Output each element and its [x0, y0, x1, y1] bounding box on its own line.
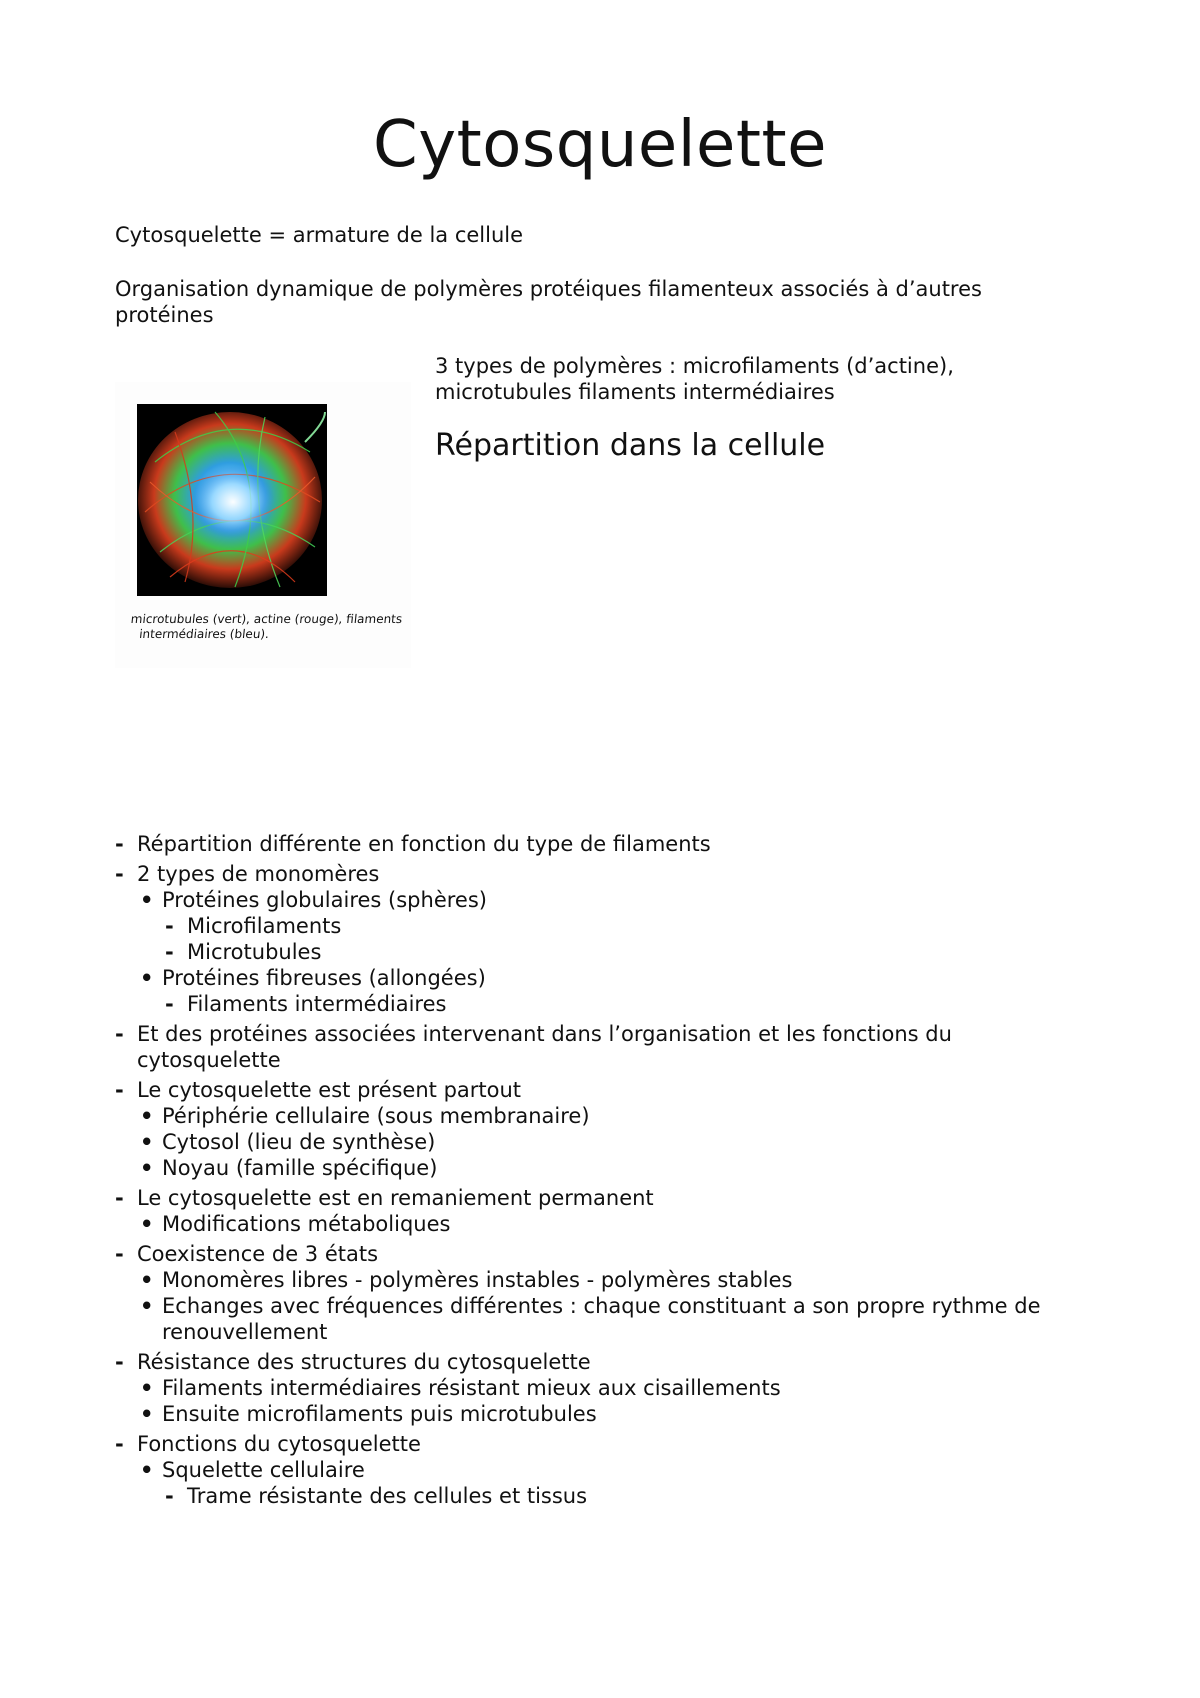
list-item-text: Périphérie cellulaire (sous membranaire)	[162, 1104, 590, 1128]
bullet-marker: •	[140, 1212, 154, 1236]
list-item-text: Filaments intermédiaires	[187, 992, 447, 1016]
dash-marker: -	[115, 1350, 124, 1374]
fluorescence-micrograph-image	[115, 382, 411, 607]
list-item-text: Et des protéines associées intervenant dans l’organisation et les fonctions du cytosquelette	[137, 1022, 952, 1072]
list-item	[115, 1241, 1075, 1267]
list-item-text: Monomères libres - polymères instables - polymères stables	[162, 1268, 793, 1292]
list-item	[115, 939, 1075, 965]
bullet-marker: •	[140, 1376, 154, 1400]
list-item-text: Résistance des structures du cytosquelette	[137, 1350, 591, 1374]
list-item-text: Microtubules	[187, 940, 322, 964]
bullet-marker: •	[140, 1130, 154, 1154]
list-item	[115, 1349, 1075, 1375]
list-item-text: 2 types de monomères	[137, 862, 380, 886]
cytoskeleton-micrograph-figure	[115, 382, 411, 668]
list-item-text: Le cytosquelette est présent partout	[137, 1078, 522, 1102]
list-item-text: Protéines fibreuses (allongées)	[162, 966, 486, 990]
list-item-text: Le cytosquelette est en remaniement permanent	[137, 1186, 654, 1210]
intro-definition: Cytosquelette = armature de la cellule	[115, 223, 524, 247]
bullet-marker: •	[140, 1458, 154, 1482]
list-item-text: Microfilaments	[187, 914, 342, 938]
dash-marker: -	[165, 1484, 174, 1508]
list-item	[115, 965, 1075, 991]
dash-marker: -	[115, 1078, 124, 1102]
bullet-marker: •	[140, 1402, 154, 1426]
dash-marker: -	[115, 1242, 124, 1266]
list-item	[115, 1457, 1075, 1483]
dash-marker: -	[165, 940, 174, 964]
list-item	[115, 1129, 1075, 1155]
list-item	[115, 1155, 1075, 1181]
intro-organisation: Organisation dynamique de polymères protéiques filamenteux associés à d’autres protéines	[115, 277, 982, 327]
list-item	[115, 1267, 1075, 1293]
bullet-marker: •	[140, 1156, 154, 1180]
list-item	[115, 1375, 1075, 1401]
list-item	[115, 1293, 1075, 1345]
bullet-marker: •	[140, 966, 154, 990]
list-item	[115, 1401, 1075, 1427]
list-item	[115, 1431, 1075, 1457]
list-item-text: Fonctions du cytosquelette	[137, 1432, 421, 1456]
list-item-text: Répartition différente en fonction du type de filaments	[137, 832, 711, 856]
list-item	[115, 887, 1075, 913]
dash-marker: -	[115, 1432, 124, 1456]
list-item	[115, 831, 1075, 857]
list-item	[115, 1077, 1075, 1103]
section-heading-repartition: Répartition dans la cellule	[435, 428, 826, 463]
bullet-marker: •	[140, 1104, 154, 1128]
list-item	[115, 1185, 1075, 1211]
list-item-text: Filaments intermédiaires résistant mieux aux cisaillements	[162, 1376, 781, 1400]
list-item	[115, 991, 1075, 1017]
list-item	[115, 1103, 1075, 1129]
list-item	[115, 1211, 1075, 1237]
figure-caption	[128, 612, 416, 642]
list-item-text: Noyau (famille spécifique)	[162, 1156, 438, 1180]
list-item	[115, 1021, 1075, 1073]
polymer-types-text: 3 types de polymères : microfilaments (d’actine), microtubules filaments intermédiaires	[435, 354, 954, 404]
dash-marker: -	[115, 1186, 124, 1210]
list-item-text: Trame résistante des cellules et tissus	[187, 1484, 588, 1508]
list-item-text: Modifications métaboliques	[162, 1212, 451, 1236]
dash-marker: -	[165, 992, 174, 1016]
list-item	[115, 1483, 1075, 1509]
list-item-text: Coexistence de 3 états	[137, 1242, 379, 1266]
figure-caption-line1: microtubules (vert), actine (rouge), filaments	[130, 612, 403, 626]
dash-marker: -	[115, 832, 124, 856]
bullet-marker: •	[140, 1268, 154, 1292]
list-item	[115, 861, 1075, 887]
list-item-text: Cytosol (lieu de synthèse)	[162, 1130, 436, 1154]
list-item-text: Squelette cellulaire	[162, 1458, 365, 1482]
bullet-marker: •	[140, 1294, 154, 1318]
list-item-text: Protéines globulaires (sphères)	[162, 888, 487, 912]
list-item-text: Ensuite microfilaments puis microtubules	[162, 1402, 597, 1426]
list-item-text: Echanges avec fréquences différentes : chaque constituant a son propre rythme de renouvellement	[162, 1294, 1041, 1344]
content-list	[115, 831, 1075, 1509]
dash-marker: -	[115, 862, 124, 886]
list-item	[115, 913, 1075, 939]
page-title: Cytosquelette	[373, 108, 827, 182]
bullet-marker: •	[140, 888, 154, 912]
figure-caption-line2: intermédiaires (bleu).	[138, 627, 270, 641]
dash-marker: -	[115, 1022, 124, 1046]
dash-marker: -	[165, 914, 174, 938]
